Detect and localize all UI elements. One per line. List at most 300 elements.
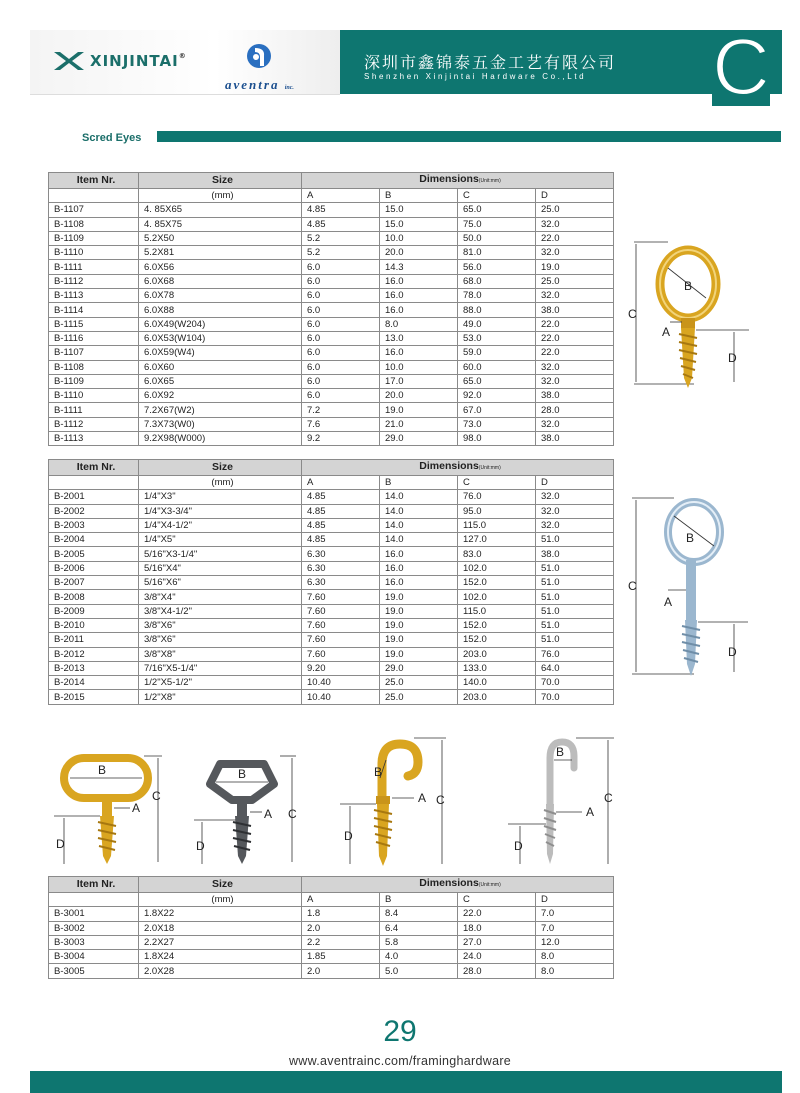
- dim-c-cell: 49.0: [458, 317, 536, 331]
- dim-b-cell: 14.0: [380, 504, 458, 518]
- svg-text:B: B: [686, 531, 695, 545]
- svg-text:B: B: [684, 279, 693, 293]
- dim-a-cell: 4.85: [302, 217, 380, 231]
- dim-d-cell: 51.0: [536, 618, 614, 632]
- company-name-en: Shenzhen Xinjintai Hardware Co.,Ltd: [364, 72, 587, 81]
- dim-b-cell: 13.0: [380, 331, 458, 345]
- dim-a-cell: 7.60: [302, 647, 380, 661]
- dim-b-cell: 15.0: [380, 203, 458, 217]
- table-row: [49, 203, 614, 217]
- dim-c-cell: 115.0: [458, 604, 536, 618]
- dim-a-cell: 6.0: [302, 260, 380, 274]
- dim-c-header: C: [458, 189, 536, 203]
- table-row: [49, 360, 614, 374]
- dim-c-cell: 127.0: [458, 533, 536, 547]
- zinc-screw-eye-diagram: [624, 494, 754, 680]
- dim-d-cell: 32.0: [536, 490, 614, 504]
- table-row: [49, 403, 614, 417]
- dim-d-cell: 76.0: [536, 647, 614, 661]
- size-cell: 5.2X50: [139, 231, 302, 245]
- spec-table-3: [48, 876, 614, 979]
- item-cell: B-1112: [49, 274, 139, 288]
- dim-b-cell: 16.0: [380, 346, 458, 360]
- dim-c-cell: 133.0: [458, 661, 536, 675]
- dim-d-cell: 51.0: [536, 576, 614, 590]
- svg-text:D: D: [56, 837, 65, 851]
- dim-c-cell: 27.0: [458, 935, 536, 949]
- table-row: [49, 317, 614, 331]
- svg-text:B: B: [98, 763, 107, 777]
- dim-c-cell: 18.0: [458, 921, 536, 935]
- dim-d-cell: 38.0: [536, 389, 614, 403]
- table-row: [49, 303, 614, 317]
- table-row: [49, 576, 614, 590]
- dimensions-header: Dimensions(Unit:mm): [302, 877, 614, 893]
- table-row: [49, 432, 614, 446]
- size-cell: 6.0X68: [139, 274, 302, 288]
- item-cell: B-2006: [49, 561, 139, 575]
- item-cell: B-1108: [49, 360, 139, 374]
- svg-text:C: C: [628, 307, 637, 321]
- dim-b-cell: 16.0: [380, 576, 458, 590]
- dim-b-cell: 16.0: [380, 303, 458, 317]
- item-cell: B-2010: [49, 618, 139, 632]
- dim-c-cell: 75.0: [458, 217, 536, 231]
- dim-c-cell: 102.0: [458, 590, 536, 604]
- dim-d-cell: 8.0: [536, 964, 614, 978]
- dim-d-cell: 32.0: [536, 360, 614, 374]
- item-cell: B-3005: [49, 964, 139, 978]
- dim-a-cell: 4.85: [302, 518, 380, 532]
- dim-a-cell: 6.0: [302, 389, 380, 403]
- dim-d-cell: 38.0: [536, 547, 614, 561]
- table-row: [49, 633, 614, 647]
- dim-d-cell: 64.0: [536, 661, 614, 675]
- item-cell: B-2001: [49, 490, 139, 504]
- size-cell: 6.0X59(W4): [139, 346, 302, 360]
- dim-c-cell: 67.0: [458, 403, 536, 417]
- dim-b-cell: 19.0: [380, 590, 458, 604]
- size-cell: 6.0X60: [139, 360, 302, 374]
- dim-d-cell: 7.0: [536, 921, 614, 935]
- svg-text:A: A: [586, 805, 595, 819]
- dim-c-cell: 68.0: [458, 274, 536, 288]
- dim-a-cell: 6.0: [302, 360, 380, 374]
- page-number: 29: [383, 1015, 417, 1048]
- dim-a-cell: 5.2: [302, 246, 380, 260]
- size-cell: 1/2"X8": [139, 690, 302, 704]
- table-row: [49, 661, 614, 675]
- dim-b-cell: 20.0: [380, 389, 458, 403]
- section-letter-c: [712, 22, 770, 106]
- item-cell: B-1107: [49, 203, 139, 217]
- size-cell: 2.0X18: [139, 921, 302, 935]
- item-cell: B-3001: [49, 907, 139, 921]
- dim-b-cell: 5.8: [380, 935, 458, 949]
- dim-b-cell: 6.4: [380, 921, 458, 935]
- table-row: [49, 604, 614, 618]
- dim-b-cell: 29.0: [380, 661, 458, 675]
- hook-curve: [382, 744, 418, 796]
- svg-text:A: A: [418, 791, 427, 805]
- dim-a-cell: 7.60: [302, 633, 380, 647]
- dim-a-cell: 6.30: [302, 576, 380, 590]
- dim-a-cell: 5.2: [302, 231, 380, 245]
- dim-a-cell: 7.6: [302, 417, 380, 431]
- table-row: [49, 246, 614, 260]
- dim-c-cell: 95.0: [458, 504, 536, 518]
- size-cell: 3/8"X6": [139, 618, 302, 632]
- dim-a-cell: 9.20: [302, 661, 380, 675]
- dim-c-cell: 98.0: [458, 432, 536, 446]
- size-cell: 3/8"X4-1/2": [139, 604, 302, 618]
- black-diamond-eye-diagram: [192, 752, 310, 868]
- dim-c-cell: 24.0: [458, 950, 536, 964]
- dim-b-cell: 5.0: [380, 964, 458, 978]
- dim-d-cell: 32.0: [536, 518, 614, 532]
- item-cell: B-2013: [49, 661, 139, 675]
- dim-b-cell: 16.0: [380, 547, 458, 561]
- dim-d-header: D: [536, 476, 614, 490]
- size-cell: 5/16"X3-1/4": [139, 547, 302, 561]
- dim-d-cell: 22.0: [536, 231, 614, 245]
- dim-c-cell: 65.0: [458, 374, 536, 388]
- dimensions-header: Dimensions(Unit:mm): [302, 460, 614, 476]
- svg-text:D: D: [728, 351, 737, 365]
- dim-b-cell: 17.0: [380, 374, 458, 388]
- size-cell: 6.0X53(W104): [139, 331, 302, 345]
- svg-text:C: C: [628, 579, 637, 593]
- table-row: [49, 907, 614, 921]
- item-cell: B-3002: [49, 921, 139, 935]
- table-row: [49, 618, 614, 632]
- dim-c-header: C: [458, 476, 536, 490]
- dim-b-cell: 20.0: [380, 246, 458, 260]
- dim-a-cell: 6.30: [302, 547, 380, 561]
- dim-b-cell: 19.0: [380, 633, 458, 647]
- dim-c-cell: 140.0: [458, 676, 536, 690]
- section-divider: [157, 131, 781, 142]
- dim-b-cell: 19.0: [380, 647, 458, 661]
- table-header-row: [49, 173, 614, 189]
- dim-c-cell: 203.0: [458, 690, 536, 704]
- table-row: [49, 676, 614, 690]
- size-cell: 1/4"X4-1/2": [139, 518, 302, 532]
- dim-d-cell: 70.0: [536, 690, 614, 704]
- dim-c-cell: 92.0: [458, 389, 536, 403]
- item-cell: B-1116: [49, 331, 139, 345]
- dim-a-header: A: [302, 189, 380, 203]
- table-row: [49, 518, 614, 532]
- dim-a-cell: 7.60: [302, 618, 380, 632]
- item-cell: B-1110: [49, 389, 139, 403]
- size-cell: 4. 85X65: [139, 203, 302, 217]
- spec-table-3-body: [49, 907, 614, 978]
- dim-d-header: D: [536, 189, 614, 203]
- dim-c-cell: 152.0: [458, 633, 536, 647]
- table-row: [49, 374, 614, 388]
- aventra-brand-text: aventra inc.: [225, 77, 294, 92]
- item-cell: B-1108: [49, 217, 139, 231]
- size-header: Size: [139, 460, 302, 476]
- size-unit: (mm): [139, 189, 302, 203]
- dim-a-cell: 2.2: [302, 935, 380, 949]
- dim-a-cell: 6.0: [302, 374, 380, 388]
- table-row: [49, 231, 614, 245]
- dim-b-header: B: [380, 893, 458, 907]
- item-cell: B-1109: [49, 374, 139, 388]
- dim-a-cell: 4.85: [302, 533, 380, 547]
- item-header: Item Nr.: [49, 173, 139, 189]
- size-cell: 3/8"X8": [139, 647, 302, 661]
- size-cell: 6.0X92: [139, 389, 302, 403]
- svg-text:A: A: [662, 325, 671, 339]
- table-row: [49, 289, 614, 303]
- table-row: [49, 331, 614, 345]
- table-row: [49, 533, 614, 547]
- dim-a-header: A: [302, 476, 380, 490]
- company-name-cn: 深圳市鑫锦泰五金工艺有限公司: [364, 53, 617, 72]
- svg-text:D: D: [196, 839, 205, 853]
- size-cell: 7.2X67(W2): [139, 403, 302, 417]
- dim-c-cell: 102.0: [458, 561, 536, 575]
- table-row: [49, 561, 614, 575]
- dim-c-cell: 53.0: [458, 331, 536, 345]
- size-cell: 2.0X28: [139, 964, 302, 978]
- size-cell: 7/16"X5-1/4": [139, 661, 302, 675]
- dim-d-cell: 38.0: [536, 432, 614, 446]
- dim-b-cell: 10.0: [380, 360, 458, 374]
- table-subheader-row: [49, 189, 614, 203]
- dim-c-header: C: [458, 893, 536, 907]
- dim-b-cell: 25.0: [380, 676, 458, 690]
- spec-table-2-body: [49, 490, 614, 704]
- item-header: Item Nr.: [49, 877, 139, 893]
- section-title: Scred Eyes: [82, 132, 142, 144]
- dim-a-cell: 7.60: [302, 590, 380, 604]
- svg-text:B: B: [238, 767, 247, 781]
- dim-a-cell: 4.85: [302, 203, 380, 217]
- item-cell: B-2004: [49, 533, 139, 547]
- dim-c-cell: 76.0: [458, 490, 536, 504]
- dim-b-cell: 19.0: [380, 604, 458, 618]
- size-cell: 1/4"X5": [139, 533, 302, 547]
- dim-a-cell: 6.0: [302, 331, 380, 345]
- dim-a-cell: 6.0: [302, 317, 380, 331]
- item-cell: B-2007: [49, 576, 139, 590]
- item-cell: B-2009: [49, 604, 139, 618]
- svg-text:C: C: [712, 22, 770, 106]
- dim-d-cell: 32.0: [536, 417, 614, 431]
- dim-a-cell: 1.85: [302, 950, 380, 964]
- company-banner: [340, 22, 782, 106]
- item-cell: B-1107: [49, 346, 139, 360]
- dim-c-cell: 152.0: [458, 576, 536, 590]
- svg-text:A: A: [264, 807, 273, 821]
- svg-text:C: C: [288, 807, 297, 821]
- screw-shank: [686, 560, 696, 620]
- item-cell: B-2008: [49, 590, 139, 604]
- dim-a-cell: 9.2: [302, 432, 380, 446]
- aventra-logo: [225, 42, 294, 93]
- dim-a-cell: 6.0: [302, 303, 380, 317]
- spec-table-2: [48, 459, 614, 705]
- item-cell: B-1111: [49, 260, 139, 274]
- table-row: [49, 260, 614, 274]
- dim-a-cell: 10.40: [302, 690, 380, 704]
- dim-a-header: A: [302, 893, 380, 907]
- dim-b-header: B: [380, 189, 458, 203]
- dim-b-cell: 21.0: [380, 417, 458, 431]
- dim-b-cell: 16.0: [380, 561, 458, 575]
- dim-a-cell: 6.0: [302, 289, 380, 303]
- dim-b-cell: 29.0: [380, 432, 458, 446]
- dim-a-cell: 1.8: [302, 907, 380, 921]
- svg-text:D: D: [514, 839, 523, 853]
- table-row: [49, 389, 614, 403]
- svg-text:B: B: [374, 765, 383, 779]
- blank-cell: [49, 893, 139, 907]
- dim-b-cell: 16.0: [380, 289, 458, 303]
- dim-a-cell: 6.0: [302, 346, 380, 360]
- dim-d-cell: 22.0: [536, 346, 614, 360]
- dimensions-header: Dimensions(Unit:mm): [302, 173, 614, 189]
- size-cell: 7.3X73(W0): [139, 417, 302, 431]
- dim-d-cell: 38.0: [536, 303, 614, 317]
- size-unit: (mm): [139, 476, 302, 490]
- table-header-row: [49, 460, 614, 476]
- table-row: [49, 935, 614, 949]
- dim-a-cell: 2.0: [302, 921, 380, 935]
- dim-a-cell: 6.30: [302, 561, 380, 575]
- size-cell: 2.2X27: [139, 935, 302, 949]
- dim-c-cell: 56.0: [458, 260, 536, 274]
- table-row: [49, 647, 614, 661]
- dim-c-cell: 50.0: [458, 231, 536, 245]
- dim-b-header: B: [380, 476, 458, 490]
- dim-c-cell: 81.0: [458, 246, 536, 260]
- dim-c-cell: 73.0: [458, 417, 536, 431]
- dim-b-cell: 19.0: [380, 403, 458, 417]
- dim-d-cell: 32.0: [536, 374, 614, 388]
- table-row: [49, 346, 614, 360]
- size-header: Size: [139, 877, 302, 893]
- dim-d-cell: 25.0: [536, 274, 614, 288]
- item-cell: B-2005: [49, 547, 139, 561]
- size-cell: 1/4"X3-3/4": [139, 504, 302, 518]
- svg-text:C: C: [436, 793, 445, 807]
- dim-a-cell: 6.0: [302, 274, 380, 288]
- size-cell: 6.0X65: [139, 374, 302, 388]
- dim-d-cell: 70.0: [536, 676, 614, 690]
- dim-d-cell: 51.0: [536, 590, 614, 604]
- item-cell: B-1111: [49, 403, 139, 417]
- dim-d-header: D: [536, 893, 614, 907]
- dim-a-cell: 4.85: [302, 504, 380, 518]
- dim-b-cell: 10.0: [380, 231, 458, 245]
- dim-c-cell: 78.0: [458, 289, 536, 303]
- footer-url: www.aventrainc.com/framinghardware: [288, 1054, 512, 1068]
- item-cell: B-1113: [49, 289, 139, 303]
- gold-oval-eye-diagram: [50, 752, 176, 868]
- blank-cell: [49, 476, 139, 490]
- size-cell: 5/16"X6": [139, 576, 302, 590]
- size-cell: 3/8"X6": [139, 633, 302, 647]
- size-cell: 4. 85X75: [139, 217, 302, 231]
- brand-panel: [30, 30, 340, 95]
- dim-c-cell: 152.0: [458, 618, 536, 632]
- size-cell: 6.0X56: [139, 260, 302, 274]
- table-row: [49, 590, 614, 604]
- dim-a-cell: 7.2: [302, 403, 380, 417]
- size-header: Size: [139, 173, 302, 189]
- table-row: [49, 274, 614, 288]
- svg-text:C: C: [604, 791, 613, 805]
- gold-screw-eye-diagram: [624, 238, 754, 390]
- size-cell: 6.0X49(W204): [139, 317, 302, 331]
- dim-c-cell: 59.0: [458, 346, 536, 360]
- aventra-logo-icon: [245, 42, 273, 70]
- dim-b-cell: 19.0: [380, 618, 458, 632]
- dim-a-cell: 2.0: [302, 964, 380, 978]
- item-cell: B-1114: [49, 303, 139, 317]
- dim-d-cell: 51.0: [536, 561, 614, 575]
- table-row: [49, 490, 614, 504]
- size-unit: (mm): [139, 893, 302, 907]
- dim-d-cell: 32.0: [536, 289, 614, 303]
- dim-d-cell: 32.0: [536, 246, 614, 260]
- item-cell: B-2002: [49, 504, 139, 518]
- item-cell: B-1113: [49, 432, 139, 446]
- dim-c-cell: 115.0: [458, 518, 536, 532]
- size-cell: 9.2X98(W000): [139, 432, 302, 446]
- dim-d-cell: 32.0: [536, 217, 614, 231]
- dim-d-cell: 19.0: [536, 260, 614, 274]
- dim-d-cell: 51.0: [536, 604, 614, 618]
- item-cell: B-2011: [49, 633, 139, 647]
- dim-d-cell: 51.0: [536, 633, 614, 647]
- size-cell: 6.0X88: [139, 303, 302, 317]
- size-cell: 5/16"X4": [139, 561, 302, 575]
- item-cell: B-3004: [49, 950, 139, 964]
- dim-c-cell: 203.0: [458, 647, 536, 661]
- item-cell: B-1110: [49, 246, 139, 260]
- footer-bar: [30, 1071, 782, 1093]
- item-cell: B-2012: [49, 647, 139, 661]
- item-header: Item Nr.: [49, 460, 139, 476]
- table-row: [49, 964, 614, 978]
- dim-c-cell: 28.0: [458, 964, 536, 978]
- table-row: [49, 417, 614, 431]
- dim-d-cell: 28.0: [536, 403, 614, 417]
- xinjintai-logo: [52, 48, 187, 74]
- dim-b-cell: 14.0: [380, 518, 458, 532]
- blank-cell: [49, 189, 139, 203]
- size-cell: 1.8X24: [139, 950, 302, 964]
- svg-text:B: B: [556, 745, 565, 759]
- gold-open-hook-diagram: [338, 734, 456, 870]
- table-row: [49, 547, 614, 561]
- dim-b-cell: 14.0: [380, 490, 458, 504]
- table-row: [49, 921, 614, 935]
- dim-d-cell: 22.0: [536, 331, 614, 345]
- size-cell: 1/4"X3": [139, 490, 302, 504]
- dim-b-cell: 25.0: [380, 690, 458, 704]
- dim-b-cell: 8.4: [380, 907, 458, 921]
- dim-d-cell: 25.0: [536, 203, 614, 217]
- dim-b-cell: 8.0: [380, 317, 458, 331]
- size-cell: 1.8X22: [139, 907, 302, 921]
